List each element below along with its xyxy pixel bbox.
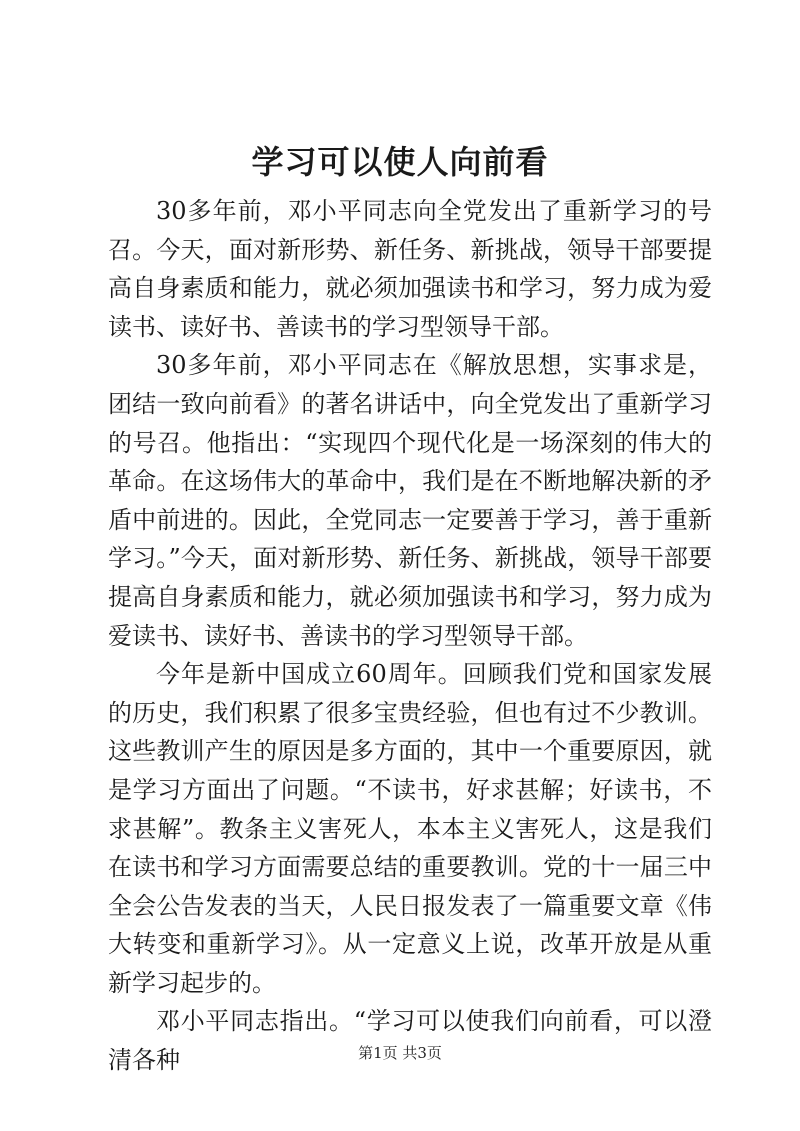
page-number-footer: 第1页 共3页 bbox=[358, 1044, 442, 1062]
document-body bbox=[108, 192, 712, 1080]
paragraph-2: 30多年前，邓小平同志在《解放思想，实事求是，团结一致向前看》的著名讲话中，向全党发出了重新学习的号召。他指出：“实现四个现代化是一场深刻的伟大的革命。在这场伟大的革命中，我们是在不断地解决新的矛盾中前进的。因此，全党同志一定要善于学习，善于重新学习。”今天，面对新形势、新任务、新挑战，领导干部要提高自身素质和能力，就必须加强读书和学习，努力成为爱读书、读好书、善读书的学习型领导干部。 bbox=[108, 351, 712, 650]
document-title: 学习可以使人向前看 bbox=[251, 143, 549, 181]
paragraph-1: 30多年前，邓小平同志向全党发出了重新学习的号召。今天，面对新形势、新任务、新挑战，领导干部要提高自身素质和能力，就必须加强读书和学习，努力成为爱读书、读好书、善读书的学习型领导干部。 bbox=[108, 197, 712, 341]
paragraph-4: 邓小平同志指出。“学习可以使我们向前看，可以澄清各种 bbox=[108, 1007, 712, 1075]
paragraph-3: 今年是新中国成立60周年。回顾我们党和国家发展的历史，我们积累了很多宝贵经验，但也有过不少教训。这些教训产生的原因是多方面的，其中一个重要原因，就是学习方面出了问题。“不读书，好求甚解；好读书，不求甚解”。教条主义害死人，本本主义害死人，这是我们在读书和学习方面需要总结的重要教训。党的十一届三中全会公告发表的当天，人民日报发表了一篇重要文章《伟大转变和重新学习》。从一定意义上说，改革开放是从重新学习起步的。 bbox=[108, 660, 712, 997]
